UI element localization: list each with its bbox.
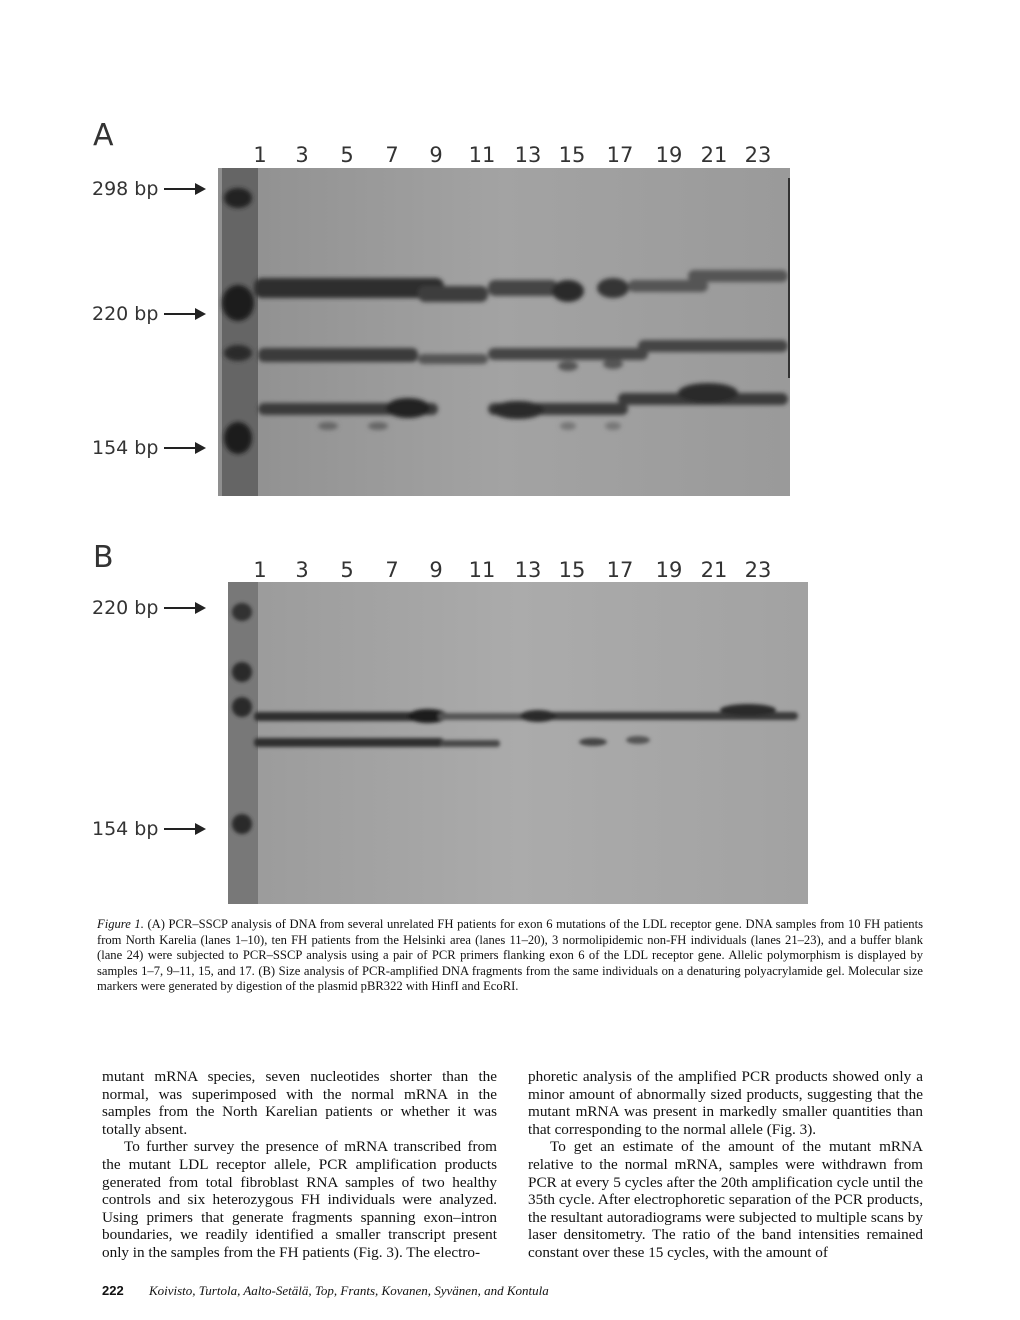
- marker-298bp-a: [92, 178, 204, 200]
- lane-label: 3: [295, 143, 309, 167]
- lane-label: 7: [385, 558, 399, 582]
- arrow-icon: [164, 828, 204, 830]
- lane-label: 1: [253, 558, 267, 582]
- lane-label: 17: [606, 143, 634, 167]
- panel-a-lane-labels: [240, 143, 780, 167]
- marker-label: 298 bp: [92, 178, 159, 200]
- arrow-icon: [164, 313, 204, 315]
- lane-label: 13: [514, 143, 542, 167]
- gel-image-b: [228, 582, 808, 904]
- lane-label: 21: [700, 558, 728, 582]
- lane-label: 11: [468, 558, 496, 582]
- lane-label: 7: [385, 143, 399, 167]
- lane-label: 9: [429, 558, 443, 582]
- lane-label: 23: [744, 143, 772, 167]
- paragraph: mutant mRNA species, seven nucleotides shorter than the normal, was superimposed with the normal mRNA in the samples from the North Karelian patients or whether it was totally absent.: [102, 1068, 497, 1138]
- paragraph: phoretic analysis of the amplified PCR products showed only a minor amount of abnormally sized products, suggesting that the mutant mRNA was present in markedly smaller quantities than that corresponding to the normal allele (Fig. 3).: [528, 1068, 923, 1138]
- lane-label: 21: [700, 143, 728, 167]
- marker-label: 154 bp: [92, 818, 159, 840]
- marker-label: 220 bp: [92, 597, 159, 619]
- lane-label: 15: [558, 143, 586, 167]
- lane-label: 19: [655, 558, 683, 582]
- running-authors: Koivisto, Turtola, Aalto-Setälä, Top, Frants, Kovanen, Syvänen, and Kontula: [148, 1283, 549, 1298]
- caption-text: (A) PCR–SSCP analysis of DNA from several unrelated FH patients for exon 6 mutations of the LDL receptor gene. DNA samples from 10 FH patients from North Karelia (lanes 1–10), ten FH patients from the Helsinki area (lanes 11–20), 3 normolipidemic non-FH individuals (lanes 21–23), and a buffer blank (lane 24) were subjected to PCR–SSCP analysis using a pair of PCR primers flanking exon 6 of the LDL receptor gene. Allelic polymorphism is displayed by samples 1–7, 9–11, 15, and 17. (B) Size analysis of PCR-amplified DNA fragments from the same individuals on a denaturing polyacrylamide gel. Molecular size markers were generated by digestion of the plasmid pBR322 with HinfI and EcoRI.: [97, 917, 923, 993]
- lane-label: 3: [295, 558, 309, 582]
- arrow-icon: [164, 188, 204, 190]
- page-footer: [102, 1283, 549, 1299]
- marker-220bp-a: [92, 303, 204, 325]
- lane-label: 19: [655, 143, 683, 167]
- marker-label: 154 bp: [92, 437, 159, 459]
- panel-b-lane-labels: [240, 558, 780, 582]
- panel-a-letter: A: [93, 118, 114, 153]
- lane-label: 5: [340, 558, 354, 582]
- arrow-icon: [164, 607, 204, 609]
- lane-label: 9: [429, 143, 443, 167]
- right-column: [528, 1068, 923, 1262]
- marker-154bp-b: [92, 818, 204, 840]
- lane-label: 23: [744, 558, 772, 582]
- marker-label: 220 bp: [92, 303, 159, 325]
- gel-image-a: [218, 168, 790, 496]
- figure-caption: [97, 917, 923, 995]
- marker-154bp-a: [92, 437, 204, 459]
- panel-b-letter: B: [93, 540, 114, 575]
- marker-220bp-b: [92, 597, 204, 619]
- paragraph: To get an estimate of the amount of the mutant mRNA relative to the normal mRNA, samples were withdrawn from PCR at every 5 cycles after the 20th amplification cycle until the 35th cycle. After electrophoretic separation of the PCR products, the resultant autoradiograms were subjected to multiple scans by laser densitometry. The ratio of the band intensities remained constant over these 15 cycles, with the amount of: [528, 1138, 923, 1261]
- lane-label: 11: [468, 143, 496, 167]
- page-number: 222: [102, 1283, 124, 1298]
- left-column: [102, 1068, 497, 1262]
- arrow-icon: [164, 447, 204, 449]
- lane-label: 13: [514, 558, 542, 582]
- paragraph: To further survey the presence of mRNA transcribed from the mutant LDL receptor allele, PCR amplification products generated from total fibroblast RNA samples of two healthy controls and six heterozygous FH individuals were analyzed. Using primers that generate fragments spanning exon–intron boundaries, we readily identified a smaller transcript present only in the samples from the FH patients (Fig. 3). The electro-: [102, 1138, 497, 1261]
- lane-label: 15: [558, 558, 586, 582]
- lane-label: 5: [340, 143, 354, 167]
- lane-label: 17: [606, 558, 634, 582]
- lane-label: 1: [253, 143, 267, 167]
- caption-label: Figure 1.: [97, 917, 144, 931]
